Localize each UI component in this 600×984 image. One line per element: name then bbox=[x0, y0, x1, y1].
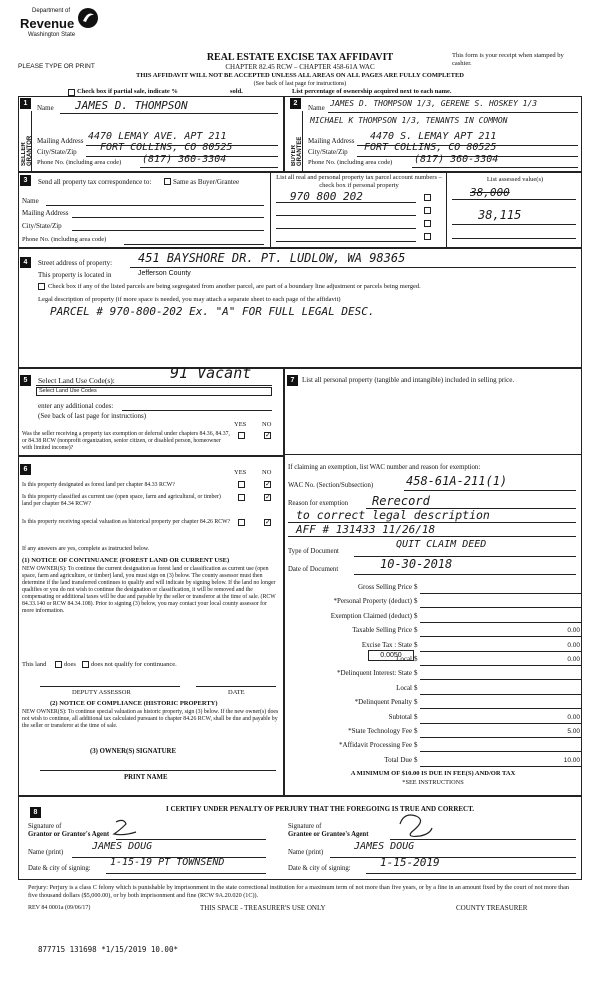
section-7-number: 7 bbox=[287, 375, 298, 386]
personal-property-checkbox-4[interactable] bbox=[424, 233, 431, 240]
fee-dollar-sign: $ bbox=[414, 755, 418, 764]
assessed-line-1 bbox=[452, 199, 576, 200]
fee-dollar-sign: $ bbox=[414, 698, 418, 707]
fee-dollar-sign: $ bbox=[414, 640, 418, 649]
logo-revenue: Revenue bbox=[20, 16, 75, 31]
fee-dollar-sign: $ bbox=[414, 611, 418, 620]
partial-sale-checkbox[interactable] bbox=[68, 89, 75, 96]
same-as-buyer-label: Same as Buyer/Grantee bbox=[173, 178, 240, 186]
buyer-name-label: Name bbox=[308, 104, 325, 112]
seller-phone-label: Phone No. (including area code) bbox=[37, 159, 122, 166]
fee-row bbox=[290, 727, 582, 739]
personal-property-checkbox-1[interactable] bbox=[424, 194, 431, 201]
list-percentage-label: List percentage of ownership acquired next to each name. bbox=[292, 88, 452, 95]
does-not-label: does not qualify for continuance. bbox=[91, 661, 177, 668]
fee-row bbox=[290, 741, 582, 753]
personal-property-checkbox-2[interactable] bbox=[424, 207, 431, 214]
form-chapter: CHAPTER 82.45 RCW – CHAPTER 458-61A WAC bbox=[225, 63, 375, 71]
county-treasurer: COUNTY TREASURER bbox=[456, 904, 528, 912]
certify-statement: I CERTIFY UNDER PENALTY OF PERJURY THAT THE FOREGOING IS TRUE AND CORRECT. bbox=[165, 805, 474, 813]
buyer-phone-label: Phone No. (including area code) bbox=[308, 159, 393, 166]
fee-row bbox=[290, 641, 582, 653]
parcel-header: List all real and personal property tax parcel account numbers – check box if personal property bbox=[276, 174, 442, 189]
fee-label: Taxable Selling Price bbox=[352, 626, 412, 635]
deputy-date-line bbox=[196, 686, 276, 687]
local-rate-box[interactable]: 0.0050 bbox=[368, 650, 414, 661]
fee-line bbox=[420, 694, 582, 695]
logo-dept-line: Department of bbox=[32, 8, 71, 14]
fee-line bbox=[420, 593, 582, 594]
fee-label: Excise Tax : State bbox=[361, 640, 412, 649]
seller-city-field[interactable]: FORT COLLINS, CO 80525 bbox=[100, 142, 233, 153]
fee-value[interactable]: 0.00 bbox=[567, 713, 580, 721]
fee-line bbox=[420, 679, 582, 680]
grantee-date-label: Date & city of signing: bbox=[288, 865, 351, 872]
buyer-mailing-label: Mailing Address bbox=[308, 137, 355, 145]
notice-compliance-text: NEW OWNER(S): To continue special valuation as historic property, sign (3) below. If the new owner(s) does not wish to continue, all additional tax calculated pursuant to chapter 84.26 RCW, shall be due and payable by the seller or transferor at the time of sale. bbox=[22, 709, 279, 729]
parcel-line-1 bbox=[276, 202, 416, 203]
street-address-field[interactable]: 451 BAYSHORE DR. PT. LUDLOW, WA 98365 bbox=[138, 251, 406, 265]
fee-dollar-sign: $ bbox=[414, 655, 418, 663]
grantor-signature[interactable] bbox=[110, 818, 140, 840]
section-6-number: 6 bbox=[20, 464, 31, 475]
does-label: does bbox=[64, 661, 76, 668]
wac-field[interactable]: 458-61A-211(1) bbox=[406, 474, 508, 488]
send-correspondence-label: Send all property tax correspondence to: bbox=[38, 178, 152, 186]
s3-city-label: City/State/Zip bbox=[22, 222, 62, 230]
section-1-number: 1 bbox=[20, 98, 31, 109]
current-use-question: Is this property classified as current use (open space, farm and agricultural, or timber) land per chapter 84.34 RCW? bbox=[22, 494, 221, 507]
reason-label: Reason for exemption bbox=[288, 500, 349, 507]
fee-value[interactable]: 0.00 bbox=[567, 641, 580, 649]
grantor-date-field[interactable]: 1-15-19 PT TOWNSEND bbox=[110, 857, 225, 868]
segregated-label: Check box if any of the listed parcels are being segregated from another parcel, are part of a boundary line adjustment or parcels being merged. bbox=[48, 283, 421, 290]
current-use-yes-checkbox[interactable] bbox=[238, 494, 245, 501]
fee-line bbox=[420, 636, 582, 637]
buyer-phone-field[interactable]: (817) 360-3304 bbox=[414, 154, 499, 165]
deputy-assessor-label: DEPUTY ASSESSOR bbox=[72, 689, 131, 696]
buyer-name-field-1[interactable]: JAMES D. THOMPSON 1/3, GERENE S. HOSKEY 1/3 bbox=[330, 99, 538, 108]
grantee-date-line bbox=[366, 873, 576, 874]
owner-signature-label: (3) OWNER(S) SIGNATURE bbox=[90, 748, 176, 755]
fee-dollar-sign: $ bbox=[414, 712, 418, 721]
assessed-line-2 bbox=[452, 224, 576, 225]
assessed-value-struck[interactable]: 38,000 bbox=[470, 186, 510, 199]
fee-row bbox=[290, 684, 582, 696]
s7-mid-divider bbox=[284, 454, 582, 455]
fee-dollar-sign: $ bbox=[414, 741, 418, 750]
fee-row bbox=[290, 698, 582, 710]
located-in-label: This property is located in bbox=[38, 271, 112, 279]
land-use-dropdown[interactable]: Select Land Use Codes bbox=[36, 387, 272, 396]
see-instructions: *SEE INSTRUCTIONS bbox=[402, 779, 464, 786]
parcel-number-field[interactable]: 970 800 202 bbox=[290, 190, 363, 203]
reason-field[interactable]: Rerecord bbox=[372, 494, 430, 508]
print-name-label: PRINT NAME bbox=[124, 774, 168, 781]
section-2-number: 2 bbox=[290, 98, 301, 109]
parcel-line-3 bbox=[276, 228, 416, 229]
grantee-name-label: Name (print) bbox=[288, 849, 324, 856]
fee-line bbox=[420, 751, 582, 752]
please-type: PLEASE TYPE OR PRINT bbox=[18, 63, 95, 70]
if-yes-instruction: If any answers are yes, complete as instructed below. bbox=[22, 546, 150, 552]
land-use-value[interactable]: 91 Vacant bbox=[170, 364, 252, 382]
fee-line bbox=[420, 766, 582, 767]
grantee-sig-label-2: Grantee or Grantee's Agent bbox=[288, 831, 369, 838]
fee-line bbox=[420, 708, 582, 709]
fee-row bbox=[290, 655, 582, 667]
fee-row bbox=[290, 597, 582, 609]
deputy-date-label: DATE bbox=[228, 689, 245, 696]
this-land-label: This land bbox=[22, 661, 47, 668]
s3-mailing-label: Mailing Address bbox=[22, 209, 69, 217]
dor-logo bbox=[18, 8, 108, 54]
doc-date-line bbox=[354, 574, 576, 575]
historic-question: Is this property receiving special valuation as historical property per chapter 84.26 RCW? bbox=[22, 519, 231, 525]
grantee-name-field[interactable]: JAMES DOUG bbox=[354, 841, 415, 852]
buyer-city-field[interactable]: FORT COLLINS, CO 80525 bbox=[364, 142, 497, 153]
forest-no-checkbox[interactable]: ✓ bbox=[265, 480, 271, 488]
section-3-number: 3 bbox=[20, 175, 31, 186]
land-use-label: Select Land Use Code(s): bbox=[38, 376, 115, 385]
section-8-number: 8 bbox=[30, 807, 41, 818]
legal-description-field[interactable]: PARCEL # 970-800-202 Ex. "A" FOR FULL LEGAL DESC. bbox=[50, 305, 375, 318]
deputy-sig-line bbox=[40, 686, 180, 687]
s3-mailing-line bbox=[72, 217, 264, 218]
buyer-name-field-2[interactable]: MICHAEL K THOMPSON 1/3, TENANTS IN COMMON bbox=[310, 116, 508, 125]
fee-dollar-sign: $ bbox=[414, 683, 418, 692]
grantee-sig-label-1: Signature of bbox=[288, 823, 322, 830]
fee-label: *Affidavit Processing Fee bbox=[339, 741, 412, 750]
fee-label: Exemption Claimed (deduct) bbox=[330, 611, 412, 620]
grantee-signature[interactable] bbox=[396, 810, 436, 842]
not-accepted-notice: THIS AFFIDAVIT WILL NOT BE ACCEPTED UNLESS ALL AREAS ON ALL PAGES ARE FULLY COMPLETED bbox=[136, 72, 464, 79]
reason-line-3-text[interactable]: AFF # 131433 11/26/18 bbox=[296, 523, 436, 536]
wac-label: WAC No. (Section/Subsection) bbox=[288, 482, 374, 489]
doc-type-label: Type of Document bbox=[288, 548, 339, 555]
fee-value[interactable]: 10.00 bbox=[563, 756, 580, 764]
notice-continuance-text: NEW OWNER(S): To continue the current designation as forest land or classification as current use (open space, farm and agriculture, or timber) land, you must sign on (3) below. The county assessor must then determine if the land transferred continues to qualify and will indicate by signing below. If the land no longer qualifies or you do not wish to continue the designation or classification, it will be removed and the compensating or additional taxes will be due and payable by the seller or transferor at the time of sale. (RCW 84.33.140 or RCW 84.34.108). Prior to signing (3) below, you may contact your local county assessor for more information. bbox=[22, 566, 276, 614]
s6-yes-header: YES bbox=[234, 469, 247, 476]
revision-number: REV 84 0001a (09/06/17) bbox=[28, 905, 91, 911]
fee-label: *Personal Property (deduct) bbox=[333, 597, 412, 606]
seller-name-field[interactable]: JAMES D. THOMPSON bbox=[75, 99, 188, 112]
fee-line bbox=[420, 723, 582, 724]
fee-label: Local bbox=[396, 683, 412, 692]
current-use-no-checkbox[interactable]: ✓ bbox=[265, 493, 271, 501]
forest-yes-checkbox[interactable] bbox=[238, 481, 245, 488]
segregated-checkbox[interactable] bbox=[38, 283, 45, 290]
fee-row bbox=[290, 626, 582, 638]
seller-name-line bbox=[60, 113, 278, 114]
fee-line bbox=[420, 665, 582, 666]
seller-phone-line bbox=[140, 167, 278, 168]
fee-label: *Delinquent Interest: State bbox=[336, 669, 412, 678]
notice-continuance-title: (1) NOTICE OF CONTINUANCE (FOREST LAND OR CURRENT USE) bbox=[22, 557, 230, 564]
fee-value[interactable]: 5.00 bbox=[567, 728, 580, 735]
receipt-stamp: 877715 131698 *1/15/2019 10.00* bbox=[38, 945, 178, 954]
s5-exemption-no-checkbox[interactable]: ✓ bbox=[265, 431, 271, 439]
buyer-city-label: City/State/Zip bbox=[308, 148, 348, 156]
street-address-line bbox=[130, 267, 576, 268]
buyer-vertical-label: BUYER GRANTEE bbox=[291, 136, 303, 166]
sold-label: sold. bbox=[230, 88, 243, 95]
fee-label: Gross Selling Price bbox=[357, 583, 412, 591]
reason-line-3 bbox=[288, 536, 576, 537]
fee-label: Local bbox=[396, 655, 412, 663]
grantee-name-line bbox=[330, 857, 576, 858]
receipt-note: This form is your receipt when stamped by cashier. bbox=[452, 52, 564, 67]
s3-name-line bbox=[46, 205, 264, 206]
legal-description-label: Legal description of property (if more space is needed, you may attach a separate sheet to each page of the affidavit) bbox=[38, 296, 341, 303]
doc-type-field[interactable]: QUIT CLAIM DEED bbox=[396, 539, 487, 550]
treasurer-use: THIS SPACE - TREASURER'S USE ONLY bbox=[200, 904, 326, 912]
assessed-header: List assessed value(s) bbox=[486, 176, 544, 183]
parcel-line-2 bbox=[276, 215, 416, 216]
s3-name-label: Name bbox=[22, 197, 39, 205]
notice-compliance-title: (2) NOTICE OF COMPLIANCE (HISTORIC PROPERTY) bbox=[50, 700, 218, 707]
seller-mailing-label: Mailing Address bbox=[37, 137, 84, 145]
grantor-sig-label-2: Grantor or Grantor's Agent bbox=[28, 831, 110, 838]
fee-row bbox=[290, 583, 582, 595]
s5-exemption-yes-checkbox[interactable] bbox=[238, 432, 245, 439]
fee-label: Subtotal bbox=[388, 712, 412, 721]
personal-property-label: List all personal property (tangible and intangible) included in selling price. bbox=[302, 376, 515, 384]
seller-city-label: City/State/Zip bbox=[37, 148, 77, 156]
historic-yes-checkbox[interactable] bbox=[238, 519, 245, 526]
fee-line bbox=[420, 607, 582, 608]
grantor-date-label: Date & city of signing: bbox=[28, 865, 91, 872]
s3-city-line bbox=[72, 230, 264, 231]
seller-name-label: Name bbox=[37, 104, 54, 112]
same-as-buyer-checkbox[interactable] bbox=[164, 178, 171, 185]
s3-phone-label: Phone No. (including area code) bbox=[22, 236, 107, 243]
fee-dollar-sign: $ bbox=[414, 583, 418, 591]
wac-line bbox=[404, 490, 576, 491]
buyer-name-line bbox=[328, 112, 578, 113]
fee-line bbox=[420, 622, 582, 623]
exemption-question: Was the seller receiving a property tax exemption or deferral under chapters 84.36, 84.37, or 84.38 RCW (nonprofit organization, senior citizen, or disabled person, homeowner with limited income)? bbox=[22, 431, 230, 451]
assessed-value-field[interactable]: 38,115 bbox=[478, 208, 522, 222]
exemption-claim-label: If claiming an exemption, list WAC number and reason for exemption: bbox=[288, 464, 481, 471]
form-title: REAL ESTATE EXCISE TAX AFFIDAVIT bbox=[206, 52, 394, 63]
fee-row bbox=[290, 612, 582, 624]
perjury-notice: Perjury: Perjury is a class C felony which is punishable by imprisonment in the state correctional institution for a maximum term of not more than five years, or by a fine in an amount fixed by the court of not more than five thousand dollars ($5,000.00), or by both imprisonment and fine (RCW 9A.20.020 (1C)). bbox=[28, 884, 569, 899]
fee-dollar-sign: $ bbox=[414, 597, 418, 606]
logo-swirl-icon bbox=[76, 6, 100, 30]
partial-sale-label: Check box if partial sale, indicate % bbox=[77, 88, 178, 95]
personal-property-checkbox-3[interactable] bbox=[424, 220, 431, 227]
grantor-name-field[interactable]: JAMES DOUG bbox=[92, 841, 153, 852]
does-qualify-checkbox[interactable] bbox=[55, 661, 62, 668]
fee-line bbox=[420, 737, 582, 738]
grantor-date-line bbox=[106, 873, 266, 874]
additional-codes-line bbox=[122, 410, 272, 411]
grantor-name-label: Name (print) bbox=[28, 849, 64, 856]
parcel-line-4 bbox=[276, 241, 416, 242]
fee-row bbox=[290, 669, 582, 681]
fee-value[interactable]: 0.00 bbox=[567, 656, 580, 663]
see-back-note: (See back of last page for instructions) bbox=[253, 81, 347, 87]
reason-line-2-text[interactable]: to correct legal description bbox=[296, 508, 490, 522]
land-use-line bbox=[36, 385, 272, 386]
additional-codes-label: enter any additional codes: bbox=[38, 402, 114, 410]
buyer-mailing-field[interactable]: 4470 S. LEMAY APT 211 bbox=[370, 131, 497, 142]
buyer-phone-line bbox=[412, 167, 578, 168]
fee-row bbox=[290, 713, 582, 725]
doc-date-label: Date of Document bbox=[288, 566, 339, 573]
fee-row bbox=[290, 756, 582, 768]
print-name-line bbox=[40, 770, 276, 771]
s3-phone-line bbox=[124, 244, 264, 245]
seller-mailing-field[interactable]: 4470 LEMAY AVE. APT 211 bbox=[88, 131, 227, 142]
fee-value[interactable]: 0.00 bbox=[567, 627, 580, 635]
seller-phone-field[interactable]: (817) 360-3304 bbox=[142, 154, 227, 165]
s5-no-header: NO bbox=[262, 421, 272, 428]
logo-state: Washington State bbox=[28, 32, 76, 38]
forest-land-question: Is this property designated as forest land per chapter 84.33 RCW? bbox=[22, 482, 175, 488]
s3-divider-2 bbox=[446, 172, 447, 248]
s3-divider-1 bbox=[270, 172, 271, 248]
land-use-see-back: (See back of last page for instructions) bbox=[38, 412, 147, 420]
historic-no-checkbox[interactable]: ✓ bbox=[265, 518, 271, 526]
fee-label: Total Due bbox=[384, 755, 412, 764]
seller-vertical-label: SELLER GRANTOR bbox=[21, 135, 33, 166]
assessed-line-3 bbox=[452, 238, 576, 239]
fee-dollar-sign: $ bbox=[414, 669, 418, 678]
grantee-date-field[interactable]: 1-15-2019 bbox=[380, 856, 440, 869]
section-5-number: 5 bbox=[20, 375, 31, 386]
fee-dollar-sign: $ bbox=[414, 727, 418, 735]
section-4-number: 4 bbox=[20, 257, 31, 268]
fee-label: *Delinquent Penalty bbox=[354, 698, 412, 707]
street-address-label: Street address of property: bbox=[38, 259, 113, 267]
doc-date-field[interactable]: 10-30-2018 bbox=[380, 557, 453, 571]
does-not-qualify-checkbox[interactable] bbox=[82, 661, 89, 668]
fee-line bbox=[420, 651, 582, 652]
grantor-sig-label-1: Signature of bbox=[28, 823, 62, 830]
s5-yes-header: YES bbox=[234, 421, 247, 428]
fee-dollar-sign: $ bbox=[414, 626, 418, 635]
fee-label: *State Technology Fee bbox=[348, 727, 412, 735]
s6-no-header: NO bbox=[262, 469, 272, 476]
county-value: Jefferson County bbox=[138, 270, 191, 277]
minimum-due-notice: A MINIMUM OF $10.00 IS DUE IN FEE(S) AND/OR TAX bbox=[350, 770, 516, 777]
